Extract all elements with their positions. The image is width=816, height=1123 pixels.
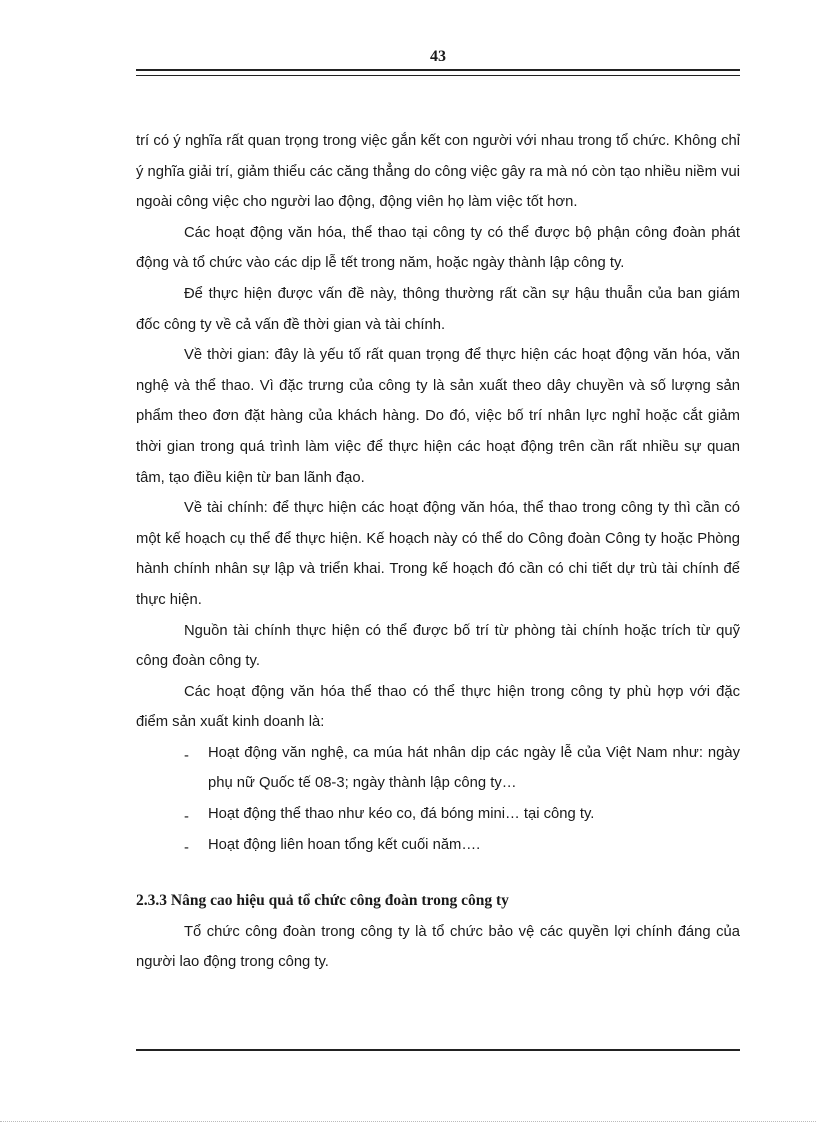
page-number: 43 [430, 48, 446, 65]
page-edge-divider [0, 1121, 816, 1122]
bullet-list [136, 738, 740, 860]
section-heading: 2.3.3 Nâng cao hiệu quả tổ chức công đoàn trong công ty [136, 892, 509, 910]
paragraph: Các hoạt động văn hóa, thể thao tại công ty có thể được bộ phận công đoàn phát động và tổ chức vào các dịp lễ tết trong năm, hoặc ngày thành lập công ty. [136, 224, 740, 272]
footer-rule [136, 1049, 740, 1051]
document-body [136, 126, 740, 978]
bullet-item: - Hoạt động liên hoan tổng kết cuối năm…. [208, 830, 740, 861]
paragraph: Để thực hiện được vấn đề này, thông thường rất cần sự hậu thuẫn của ban giám đốc công ty về cả vấn đề thời gian và tài chính. [136, 285, 740, 333]
paragraph: Về thời gian: đây là yếu tố rất quan trọng để thực hiện các hoạt động văn hóa, văn nghệ và thể thao. Vì đặc trưng của công ty là sản xuất theo dây chuyền và số lượng sản phẩm theo đơn đặt hàng của khách hàng. Do đó, việc bố trí nhân lực nghỉ hoặc cắt giảm thời gian trong quá trình làm việc để thực hiện các hoạt động trên cần rất nhiều sự quan tâm, tạo điều kiện từ ban lãnh đạo. [136, 347, 740, 486]
paragraph: Nguồn tài chính thực hiện có thể được bố trí từ phòng tài chính hoặc trích từ quỹ công đoàn công ty. [136, 622, 740, 670]
bullet-item: - Hoạt động thể thao như kéo co, đá bóng mini… tại công ty. [208, 799, 740, 830]
paragraph: trí có ý nghĩa rất quan trọng trong việc gắn kết con người với nhau trong tổ chức. Không chỉ ý nghĩa giải trí, giảm thiểu các căng thẳng do công việc gây ra mà nó còn tạo nhiều niềm vui ngoài công việc cho người lao động, động viên họ làm việc tốt hơn. [136, 133, 740, 211]
bullet-item: - Hoạt động văn nghệ, ca múa hát nhân dịp các ngày lễ của Việt Nam như: ngày phụ nữ Quốc tế 08-3; ngày thành lập công ty… [208, 738, 740, 799]
paragraph: Các hoạt động văn hóa thể thao có thể thực hiện trong công ty phù hợp với đặc điểm sản xuất kinh doanh là: [136, 683, 740, 731]
header-rule [136, 69, 740, 76]
paragraph: Tổ chức công đoàn trong công ty là tổ chức bảo vệ các quyền lợi chính đáng của người lao động trong công ty. [136, 923, 740, 971]
paragraph: Về tài chính: để thực hiện các hoạt động văn hóa, thể thao trong công ty thì cần có một kế hoạch cụ thể để thực hiện. Kế hoạch này có thể do Công đoàn Công ty hoặc Phòng hành chính nhân sự lập và triển khai. Trong kế hoạch đó cần có chi tiết dự trù tài chính để thực hiện. [136, 500, 740, 608]
